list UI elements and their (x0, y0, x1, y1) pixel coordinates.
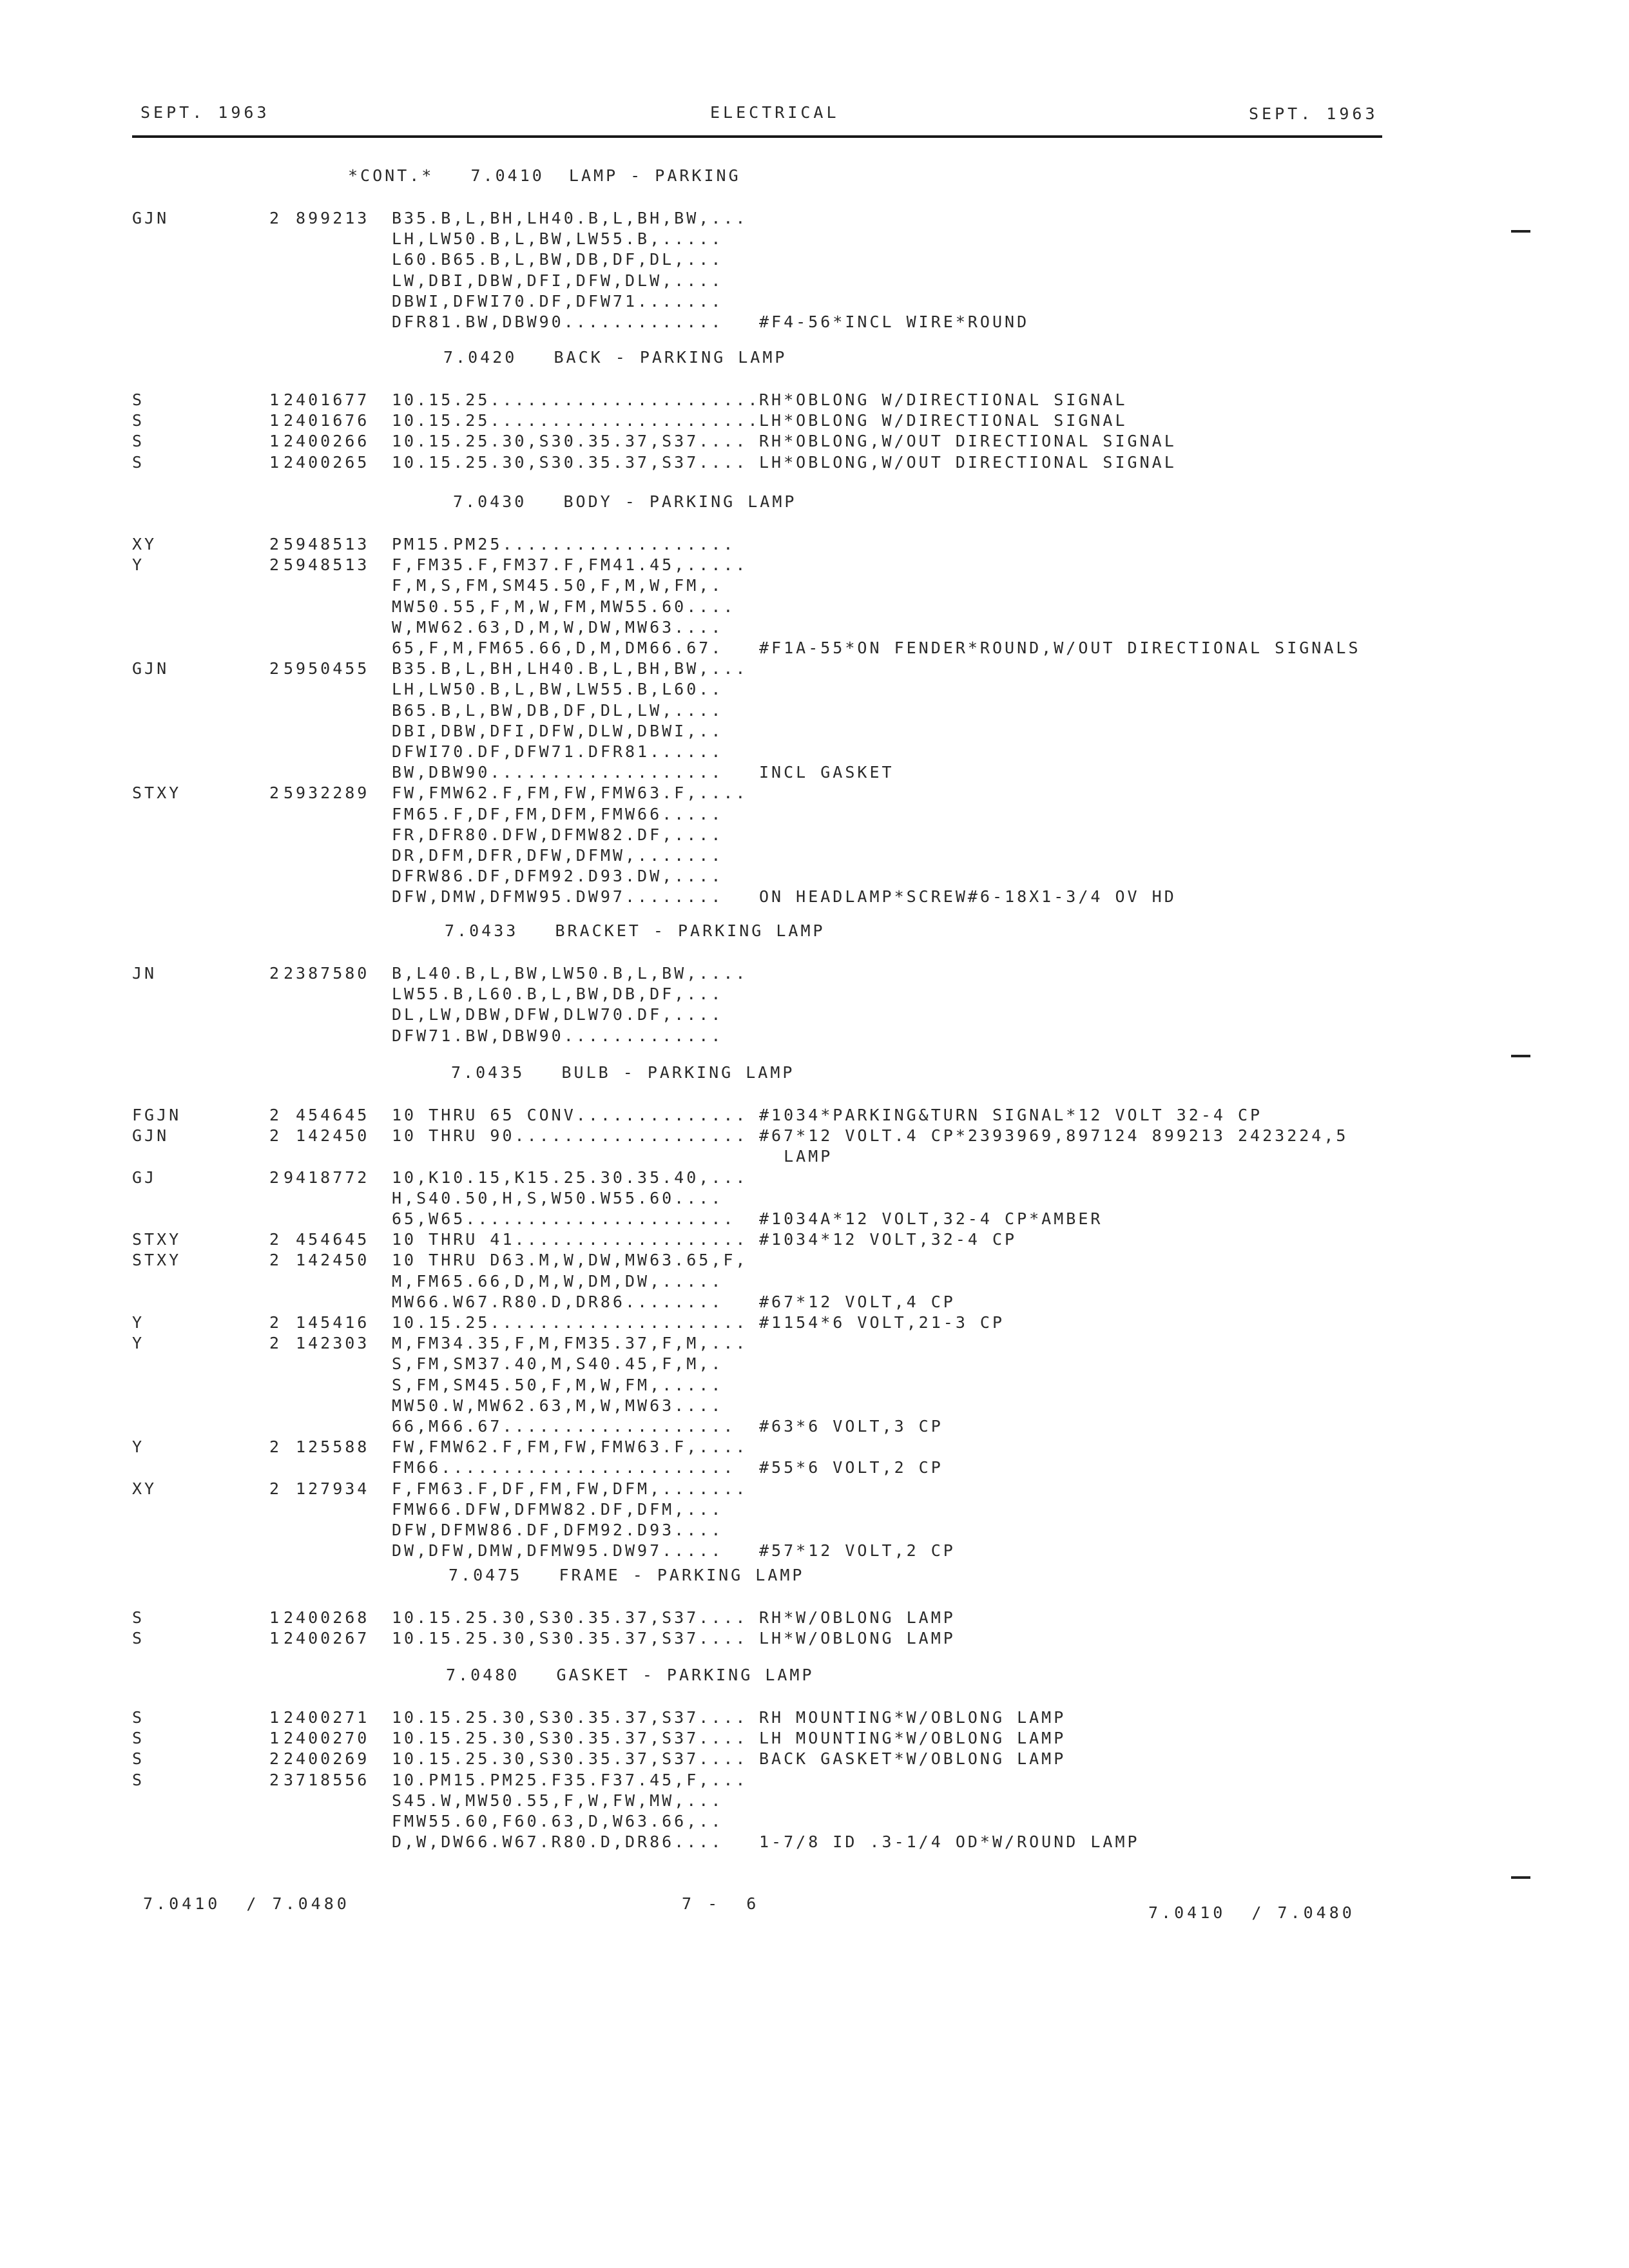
part-desc-cell: ON HEADLAMP*SCREW#6-18X1-3/4 OV HD (759, 887, 1177, 907)
part-app-cell: MW50.55,F,M,W,FM,MW55.60.... (392, 597, 736, 616)
part-row (0, 1250, 1629, 1271)
part-row (0, 1354, 1629, 1374)
part-row (0, 597, 1629, 617)
part-row (0, 534, 1629, 555)
part-row (0, 291, 1629, 312)
part-part-cell: 142450 (284, 1251, 370, 1270)
part-row (0, 866, 1629, 887)
margin-mark (1511, 1876, 1530, 1879)
part-app-cell: DR,DFM,DFR,DFW,DFMW,....... (392, 846, 724, 865)
part-app-cell: PM15.PM25................... (392, 535, 736, 553)
part-part-cell: 2400270 (284, 1729, 370, 1748)
part-app-cell: FMW55.60,F60.63,D,W63.66,.. (392, 1812, 724, 1831)
part-row (0, 431, 1629, 452)
part-app-cell: D,W,DW66.W67.R80.D,DR86.... (392, 1832, 724, 1852)
part-qty-cell: 2 (269, 659, 282, 678)
part-code-cell: S (132, 390, 145, 409)
part-qty-cell: 2 (269, 1106, 282, 1124)
part-row (0, 249, 1629, 270)
part-desc-cell: #55*6 VOLT,2 CP (759, 1458, 943, 1477)
part-row (0, 1520, 1629, 1541)
part-desc-cell: #F1A-55*ON FENDER*ROUND,W/OUT DIRECTIONAL SIGNALS (759, 639, 1361, 657)
part-row (0, 1396, 1629, 1416)
part-row (0, 1791, 1629, 1811)
footer-page-number: 7 - 6 (682, 1894, 760, 1913)
part-part-cell: 2401677 (284, 390, 370, 409)
part-code-cell: STXY (132, 1251, 182, 1270)
part-row (0, 575, 1629, 596)
part-app-cell: 10.15.25..................... (392, 1313, 748, 1332)
part-desc-cell: LH*W/OBLONG LAMP (759, 1629, 956, 1648)
part-app-cell: B35.B,L,BH,LH40.B,L,BH,BW,... (392, 209, 748, 227)
part-desc-cell: #1154*6 VOLT,21-3 CP (759, 1313, 1005, 1332)
part-app-cell: H,S40.50,H,S,W50.W55.60.... (392, 1188, 724, 1207)
part-row (0, 845, 1629, 866)
part-row (0, 1728, 1629, 1749)
part-app-cell: DBWI,DFWI70.DF,DFW71....... (392, 291, 724, 311)
part-row (0, 963, 1629, 984)
part-row (0, 679, 1629, 700)
part-row (0, 1292, 1629, 1312)
part-part-cell: 142450 (284, 1126, 370, 1146)
part-row (0, 1312, 1629, 1333)
part-app-cell: F,M,S,FM,SM45.50,F,M,W,FM,. (392, 576, 724, 595)
part-part-cell: 2400269 (284, 1749, 370, 1769)
part-app-cell: DFWI70.DF,DFW71.DFR81...... (392, 742, 724, 761)
part-row (0, 1541, 1629, 1561)
part-qty-cell: 2 (269, 1334, 282, 1353)
part-app-cell: 10 THRU 90................... (392, 1126, 748, 1146)
part-row (0, 1126, 1629, 1146)
part-qty-cell: 2 (269, 209, 282, 227)
part-app-cell: S,FM,SM45.50,F,M,W,FM,..... (392, 1375, 724, 1394)
part-code-cell: Y (132, 1313, 145, 1332)
part-code-cell: FGJN (132, 1106, 182, 1124)
part-app-cell: LH,LW50.B,L,BW,LW55.B,..... (392, 229, 724, 249)
part-app-cell: L60.B65.B,L,BW,DB,DF,DL,... (392, 250, 724, 269)
part-app-cell: W,MW62.63,D,M,W,DW,MW63.... (392, 617, 724, 637)
part-app-cell: LW55.B,L60.B,L,BW,DB,DF,... (392, 985, 724, 1004)
part-code-cell: STXY (132, 1230, 182, 1249)
part-app-cell: FM66........................ (392, 1458, 736, 1477)
part-part-cell: 2401676 (284, 411, 370, 430)
part-qty-cell: 2 (269, 964, 282, 983)
part-row (0, 1416, 1629, 1437)
part-row (0, 1375, 1629, 1396)
part-row (0, 410, 1629, 431)
part-row (0, 1479, 1629, 1499)
part-app-cell: 10,K10.15,K15.25.30.35.40,... (392, 1168, 748, 1187)
part-part-cell: 899213 (284, 209, 370, 227)
part-row (0, 1749, 1629, 1769)
part-part-cell: 5948513 (284, 555, 370, 575)
part-row (0, 1811, 1629, 1832)
header-left-date: SEPT. 1963 (140, 103, 270, 122)
part-app-cell: B35.B,L,BH,LH40.B,L,BH,BW,... (392, 659, 748, 678)
part-row (0, 762, 1629, 783)
part-qty-cell: 1 (269, 1629, 282, 1648)
part-desc-cell: #57*12 VOLT,2 CP (759, 1541, 956, 1561)
part-part-cell: 5932289 (284, 783, 370, 803)
section-title: 7.0420 BACK - PARKING LAMP (443, 348, 787, 367)
part-app-cell: S,FM,SM37.40,M,S40.45,F,M,. (392, 1354, 724, 1374)
part-part-cell: 145416 (284, 1313, 370, 1332)
part-part-cell: 2387580 (284, 964, 370, 983)
part-app-cell: 65,W65...................... (392, 1209, 736, 1228)
part-qty-cell: 2 (269, 1230, 282, 1249)
part-part-cell: 3718556 (284, 1770, 370, 1789)
part-row (0, 783, 1629, 803)
margin-mark (1511, 230, 1530, 233)
part-app-cell: DFW71.BW,DBW90............. (392, 1026, 724, 1045)
part-app-cell: M,FM34.35,F,M,FM35.37,F,M,... (392, 1334, 748, 1353)
part-desc-cell: LH*OBLONG W/DIRECTIONAL SIGNAL (759, 411, 1128, 430)
part-app-cell: FW,FMW62.F,FM,FW,FMW63.F,.... (392, 783, 748, 803)
part-row (0, 229, 1629, 249)
section-title: 7.0430 BODY - PARKING LAMP (453, 492, 797, 511)
part-row (0, 1333, 1629, 1354)
part-row (0, 1608, 1629, 1628)
part-part-cell: 125588 (284, 1437, 370, 1457)
part-app-cell: 10.15.25.30,S30.35.37,S37.... (392, 1608, 748, 1627)
part-desc-cell: #1034*PARKING&TURN SIGNAL*12 VOLT 32-4 CP (759, 1106, 1263, 1124)
part-qty-cell: 1 (269, 452, 282, 472)
part-desc-cell: RH*OBLONG W/DIRECTIONAL SIGNAL (759, 390, 1128, 409)
part-row (0, 1707, 1629, 1728)
section-title: 7.0475 FRAME - PARKING LAMP (448, 1566, 805, 1584)
part-code-cell: S (132, 411, 145, 430)
part-row (0, 700, 1629, 721)
footer-right-range: 7.0410 / 7.0480 (1148, 1903, 1355, 1922)
part-app-cell: BW,DBW90................... (392, 763, 724, 782)
part-row (0, 1770, 1629, 1791)
part-code-cell: GJN (132, 209, 169, 227)
part-app-cell: FMW66.DFW,DFMW82.DF,DFM,... (392, 1499, 724, 1519)
part-desc-cell: #1034A*12 VOLT,32-4 CP*AMBER (759, 1209, 1103, 1228)
part-row (0, 1457, 1629, 1478)
part-part-cell: 142303 (284, 1334, 370, 1353)
section-title: 7.0435 BULB - PARKING LAMP (451, 1063, 795, 1082)
part-qty-cell: 2 (269, 1479, 282, 1498)
part-code-cell: S (132, 452, 145, 472)
part-row (0, 742, 1629, 762)
part-part-cell: 9418772 (284, 1168, 370, 1187)
part-desc-cell: #63*6 VOLT,3 CP (759, 1417, 943, 1436)
part-app-cell: DFRW86.DF,DFM92.D93.DW,.... (392, 867, 724, 886)
part-row (0, 1105, 1629, 1126)
part-app-cell: MW50.W,MW62.63,M,W,MW63.... (392, 1396, 724, 1415)
part-part-cell: 127934 (284, 1479, 370, 1498)
part-app-cell: 10.15.25.30,S30.35.37,S37.... (392, 1729, 748, 1748)
part-code-cell: S (132, 1708, 145, 1727)
part-app-cell: 10 THRU 65 CONV.............. (392, 1106, 748, 1124)
part-row (0, 1499, 1629, 1520)
part-part-cell: 5950455 (284, 659, 370, 678)
part-app-cell: FM65.F,DF,FM,DFM,FMW66..... (392, 804, 724, 823)
part-app-cell: S45.W,MW50.55,F,W,FW,MW,... (392, 1791, 724, 1810)
part-code-cell: XY (132, 1479, 157, 1498)
part-row (0, 617, 1629, 638)
part-app-cell: LH,LW50.B,L,BW,LW55.B,L60.. (392, 680, 724, 699)
part-row (0, 1168, 1629, 1188)
part-qty-cell: 2 (269, 1770, 282, 1789)
part-app-cell: LW,DBI,DBW,DFI,DFW,DLW,.... (392, 271, 724, 290)
part-row (0, 390, 1629, 410)
part-part-cell: 454645 (284, 1106, 370, 1124)
part-desc-cell: LH*OBLONG,W/OUT DIRECTIONAL SIGNAL (759, 452, 1177, 472)
part-part-cell: 2400271 (284, 1708, 370, 1727)
part-app-cell: DBI,DBW,DFI,DFW,DLW,DBWI,.. (392, 721, 724, 740)
part-code-cell: S (132, 1749, 145, 1769)
part-app-cell: DW,DFW,DMW,DFMW95.DW97..... (392, 1541, 724, 1561)
part-app-cell: 10.15.25.30,S30.35.37,S37.... (392, 432, 748, 451)
part-code-cell: JN (132, 964, 157, 983)
part-desc-cell: RH*W/OBLONG LAMP (759, 1608, 956, 1627)
part-row (0, 638, 1629, 658)
part-row (0, 555, 1629, 575)
part-part-cell: 2400266 (284, 432, 370, 451)
part-row (0, 804, 1629, 825)
part-desc-cell: LH MOUNTING*W/OBLONG LAMP (759, 1729, 1066, 1748)
part-qty-cell: 2 (269, 783, 282, 803)
part-qty-cell: 2 (269, 555, 282, 575)
part-qty-cell: 2 (269, 1437, 282, 1457)
part-row (0, 1026, 1629, 1046)
part-app-cell: 10.15.25.30,S30.35.37,S37.... (392, 1708, 748, 1727)
part-qty-cell: 2 (269, 1251, 282, 1270)
part-desc-cell: BACK GASKET*W/OBLONG LAMP (759, 1749, 1066, 1769)
part-row (0, 1437, 1629, 1457)
part-desc-cell: RH*OBLONG,W/OUT DIRECTIONAL SIGNAL (759, 432, 1177, 451)
part-qty-cell: 1 (269, 1729, 282, 1748)
part-code-cell: S (132, 1629, 145, 1648)
part-app-cell: DFW,DFMW86.DF,DFM92.D93.... (392, 1521, 724, 1539)
part-qty-cell: 1 (269, 1708, 282, 1727)
part-code-cell: STXY (132, 783, 182, 803)
part-qty-cell: 2 (269, 1126, 282, 1146)
part-app-cell: 10.15.25.30,S30.35.37,S37.... (392, 1749, 748, 1769)
part-app-cell: DFW,DMW,DFMW95.DW97........ (392, 887, 724, 907)
part-desc-cell: 1-7/8 ID .3-1/4 OD*W/ROUND LAMP (759, 1832, 1140, 1852)
part-qty-cell: 2 (269, 1168, 282, 1187)
part-part-cell: 2400265 (284, 452, 370, 472)
part-app-cell: 10.PM15.PM25.F35.F37.45,F,... (392, 1770, 748, 1789)
part-qty-cell: 1 (269, 432, 282, 451)
part-qty-cell: 2 (269, 1313, 282, 1332)
part-app-cell: FW,FMW62.F,FM,FW,FMW63.F,.... (392, 1437, 748, 1457)
part-app-cell: FR,DFR80.DFW,DFMW82.DF,.... (392, 825, 724, 844)
part-desc-cell: #67*12 VOLT,4 CP (759, 1292, 956, 1311)
part-code-cell: GJ (132, 1168, 157, 1187)
part-app-cell: MW66.W67.R80.D,DR86........ (392, 1292, 724, 1311)
part-row (0, 1209, 1629, 1229)
part-row (0, 721, 1629, 742)
part-code-cell: S (132, 1608, 145, 1627)
part-part-cell: 2400268 (284, 1608, 370, 1627)
part-row (0, 1004, 1629, 1025)
part-qty-cell: 2 (269, 535, 282, 553)
part-app-cell: B,L40.B,L,BW,LW50.B,L,BW,.... (392, 964, 748, 983)
part-desc-cell: #1034*12 VOLT,32-4 CP (759, 1230, 1017, 1249)
part-app-cell: 65,F,M,FM65.66,D,M,DM66.67. (392, 639, 724, 657)
part-row (0, 1146, 1629, 1167)
part-app-cell: M,FM65.66,D,M,W,DM,DW,..... (392, 1271, 724, 1291)
part-code-cell: Y (132, 1437, 145, 1457)
part-row (0, 984, 1629, 1004)
part-app-cell: DFR81.BW,DBW90............. (392, 312, 724, 331)
part-app-cell: 10.15.25.30,S30.35.37,S37.... (392, 452, 748, 472)
part-part-cell: 5948513 (284, 535, 370, 553)
part-code-cell: S (132, 1729, 145, 1748)
part-part-cell: 2400267 (284, 1629, 370, 1648)
part-desc-cell: #67*12 VOLT.4 CP*2393969,897124 899213 2423224,5 (759, 1126, 1349, 1146)
part-app-cell: 10.15.25.30,S30.35.37,S37.... (392, 1629, 748, 1648)
part-code-cell: S (132, 432, 145, 451)
section-title: 7.0433 BRACKET - PARKING LAMP (445, 921, 825, 940)
part-row (0, 452, 1629, 473)
part-part-cell: 454645 (284, 1230, 370, 1249)
part-qty-cell: 2 (269, 1749, 282, 1769)
section-title: *CONT.* 7.0410 LAMP - PARKING (348, 166, 741, 185)
section-title: 7.0480 GASKET - PARKING LAMP (446, 1666, 815, 1684)
part-code-cell: XY (132, 535, 157, 553)
part-row (0, 825, 1629, 845)
part-row (0, 887, 1629, 907)
part-code-cell: Y (132, 555, 145, 575)
part-qty-cell: 1 (269, 1608, 282, 1627)
part-row (0, 312, 1629, 332)
part-row (0, 658, 1629, 679)
part-app-cell: DL,LW,DBW,DFW,DLW70.DF,.... (392, 1005, 724, 1024)
header-title: ELECTRICAL (710, 103, 840, 122)
part-qty-cell: 1 (269, 390, 282, 409)
part-code-cell: S (132, 1770, 145, 1789)
part-row (0, 1628, 1629, 1649)
part-desc-cell: RH MOUNTING*W/OBLONG LAMP (759, 1708, 1066, 1727)
part-app-cell: 10.15.25...................... (392, 390, 760, 409)
part-app-cell: 10 THRU D63.M,W,DW,MW63.65,F, (392, 1251, 748, 1270)
part-row (0, 208, 1629, 229)
part-desc-cell: #F4-56*INCL WIRE*ROUND (759, 312, 1030, 331)
part-desc-cell: INCL GASKET (759, 763, 894, 782)
footer-left-range: 7.0410 / 7.0480 (143, 1894, 350, 1913)
part-app-cell: 10.15.25...................... (392, 411, 760, 430)
part-desc-cell: LAMP (759, 1147, 833, 1166)
header-right-date: SEPT. 1963 (1249, 104, 1378, 123)
part-app-cell: F,FM35.F,FM37.F,FM41.45,..... (392, 555, 748, 575)
part-app-cell: B65.B,L,BW,DB,DF,DL,LW,.... (392, 700, 724, 720)
part-app-cell: 10 THRU 41................... (392, 1230, 748, 1249)
part-code-cell: Y (132, 1334, 145, 1353)
part-code-cell: GJN (132, 1126, 169, 1146)
part-row (0, 1832, 1629, 1852)
part-row (0, 1271, 1629, 1292)
header-rule (132, 135, 1382, 138)
part-code-cell: GJN (132, 659, 169, 678)
margin-mark (1511, 1055, 1530, 1057)
part-app-cell: F,FM63.F,DF,FM,FW,DFM,....... (392, 1479, 748, 1498)
part-row (0, 271, 1629, 291)
part-qty-cell: 1 (269, 411, 282, 430)
part-app-cell: 66,M66.67................... (392, 1417, 736, 1436)
part-row (0, 1188, 1629, 1209)
part-row (0, 1229, 1629, 1250)
